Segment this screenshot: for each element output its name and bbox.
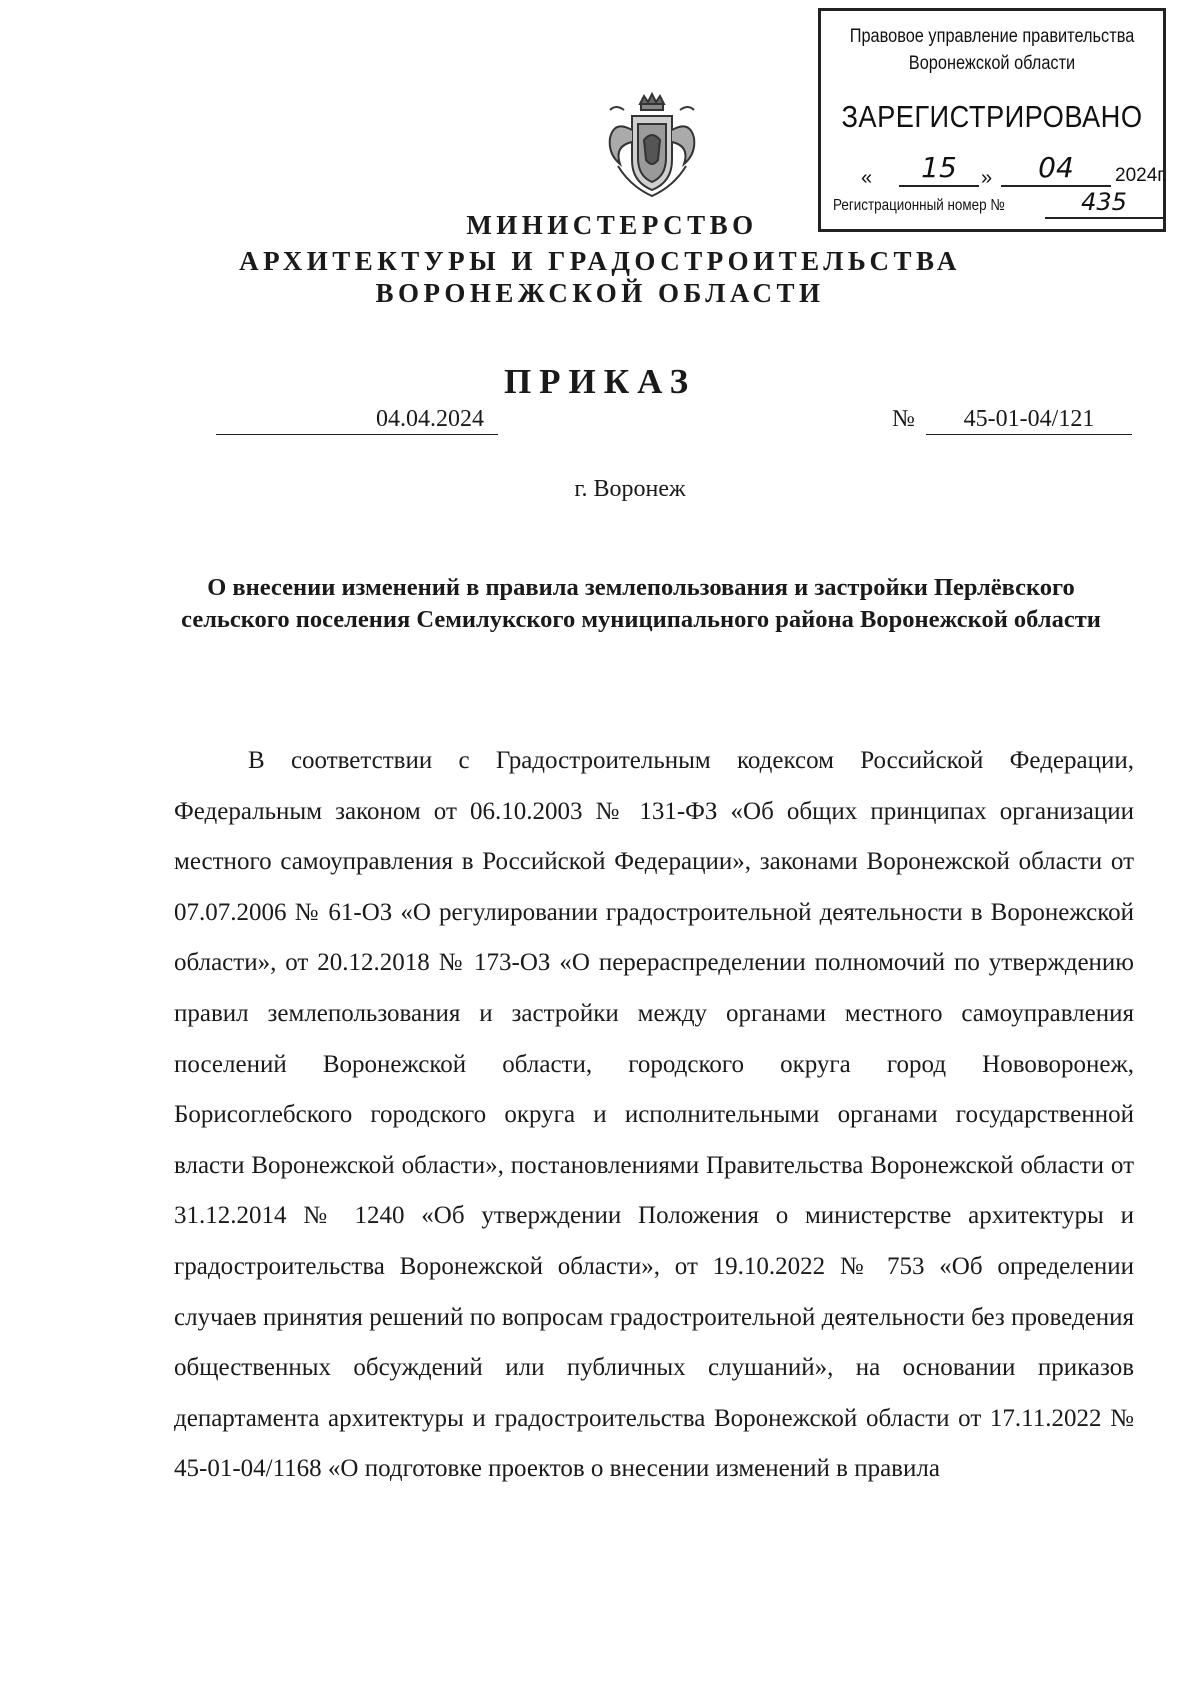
document-city: г. Воронеж	[574, 476, 686, 502]
number-sign: №	[892, 406, 915, 432]
document-body: В соответствии с Градостроительным кодексом Российской Федерации, Федеральным законом от 06.10.2003 № 131-ФЗ «Об общих принципах организации местного самоуправления в Российской Федерации», законами Воронежской области от 07.07.2006 № 61-ОЗ «О регулировании градостроительной деятельности в Воронежской области», от 20.12.2018 № 173-ОЗ «О перераспределении полномочий по утверждению правил землепользования и застройки между органами местного самоуправления поселений Воронежской области, городского округа город Нововоронеж, Борисоглебского городского округа и исполнительными органами государственной власти Воронежской области», постановлениями Правительства Воронежской области от 31.12.2014 № 1240 «Об утверждении Положения о министерстве архитектуры и градостроительства Воронежской области», от 19.10.2022 № 753 «Об определении случаев принятия решений по вопросам градостроительной деятельности без проведения общественных обсуждений или публичных слушаний», на основании приказов департамента архитектуры и градостроительства Воронежской области от 17.11.2022 № 45-01-04/1168 «О подготовке проектов о внесении изменений в правила	[174, 747, 1134, 1483]
stamp-month: 04	[1001, 151, 1111, 187]
stamp-quote-close: »	[981, 167, 993, 189]
stamp-quote-open: «	[861, 167, 873, 189]
stamp-organization	[845, 23, 1139, 77]
stamp-organization-line1: Правовое управление правительства	[849, 26, 1135, 47]
stamp-day: 15	[899, 151, 979, 187]
stamp-date	[861, 151, 1168, 191]
stamp-reg-number-label: Регистрационный номер №	[833, 197, 1005, 214]
stamp-year: 2024г.	[1115, 165, 1168, 186]
document-title: О внесении изменений в правила землепользования и застройки Перлёвского сельского поселения Семилукского муниципального района Воронежской области	[181, 574, 1101, 633]
registration-stamp	[818, 8, 1166, 232]
stamp-reg-number: 435	[1045, 187, 1163, 219]
ministry-line3: ВОРОНЕЖСКОЙ ОБЛАСТИ	[375, 278, 825, 308]
coat-of-arms-icon	[596, 90, 708, 202]
document-date: 04.04.2024	[216, 404, 498, 435]
stamp-organization-line2: Воронежской области	[908, 53, 1076, 74]
document-number: 45-01-04/121	[926, 404, 1132, 435]
ministry-line1: МИНИСТЕРСТВО	[466, 210, 758, 240]
ministry-line2: АРХИТЕКТУРЫ И ГРАДОСТРОИТЕЛЬСТВА	[239, 246, 961, 276]
document-type: ПРИКАЗ	[503, 362, 697, 401]
stamp-registered-label: ЗАРЕГИСТРИРОВАНО	[841, 99, 1143, 134]
